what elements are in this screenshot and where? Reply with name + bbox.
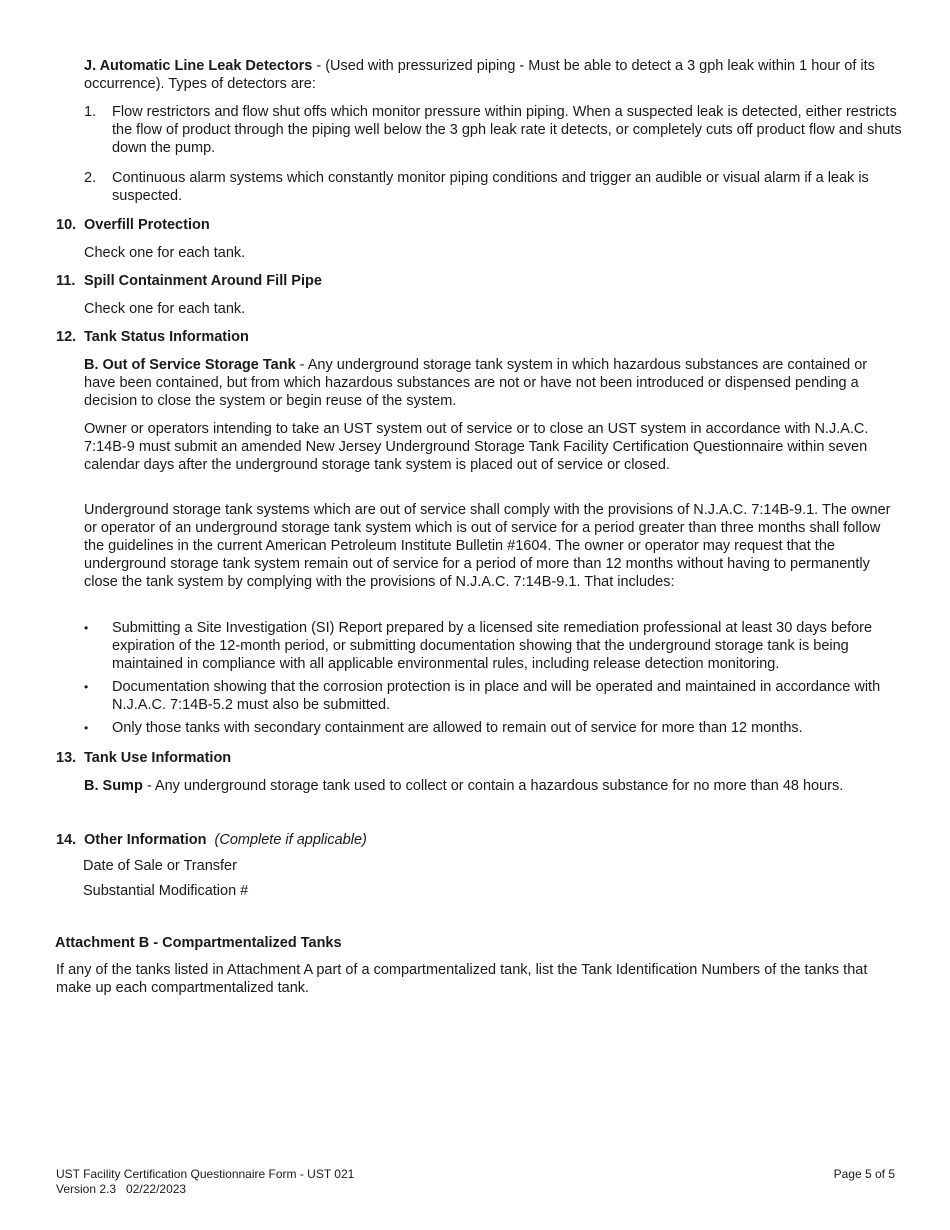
- section-j-intro: [84, 57, 899, 93]
- list-item-text: Flow restrictors and flow shut offs which monitor pressure within piping. When a suspected leak is detected, either restricts the flow of product through the piping well below the 3 gph leak rate it detects, or completely cuts off product flow and shuts down the pump.: [112, 104, 902, 156]
- attachment-b-title: Attachment B - Compartmentalized Tanks: [55, 935, 342, 951]
- section-10-text: Check one for each tank.: [84, 245, 246, 261]
- out-of-service-text: - Any underground storage tank system in which hazardous substances are contained or have been contained, but from which hazardous substances are not or have not been introduced or dispensed pending a decision to close the system or begin reuse of the system.: [84, 357, 868, 409]
- section-12-paragraph-1: Owner or operators intending to take an UST system out of service or to close an UST system in accordance with N.J.A.C. 7:14B-9 must submit an amended New Jersey Underground Storage Tank Facility Certification Questionnaire within seven calendar days after the underground storage tank system is placed out of service or closed.: [84, 421, 869, 473]
- bullet-text: Submitting a Site Investigation (SI) Report prepared by a licensed site remediation professional at least 30 days before expiration of the 12-month period, or submitting documentation showing that the underground storage tank is being maintained in compliance with all applicable environmental rules, including release detection monitoring.: [112, 620, 873, 672]
- section-number: 12.: [56, 329, 77, 345]
- attachment-b-text: If any of the tanks listed in Attachment A part of a compartmentalized tank, list the Tank Identification Numbers of the tanks that make up each compartmentalized tank.: [56, 962, 868, 996]
- list-number: 2.: [84, 170, 97, 186]
- section-number: 10.: [56, 217, 77, 233]
- list-item-text: Continuous alarm systems which constantly monitor piping conditions and trigger an audible or visual alarm if a leak is suspected.: [112, 170, 869, 204]
- bullet-text: Documentation showing that the corrosion protection is in place and will be operated and maintained in accordance with N.J.A.C. 7:14B-5.2 must also be submitted.: [112, 679, 881, 713]
- section-title: Tank Status Information: [84, 329, 249, 345]
- section-number: 14.: [56, 832, 77, 848]
- list-number: 1.: [84, 104, 97, 120]
- section-j-title: J. Automatic Line Leak Detectors: [84, 58, 313, 74]
- section-11-heading: [56, 272, 322, 290]
- section-title: Overfill Protection: [84, 217, 210, 233]
- bullet-icon: •: [84, 621, 89, 635]
- section-number: 13.: [56, 750, 77, 766]
- sump-text: - Any underground storage tank used to collect or contain a hazardous substance for no more than 48 hours.: [142, 778, 844, 794]
- bullet-text: Only those tanks with secondary containment are allowed to remain out of service for more than 12 months.: [112, 720, 803, 736]
- footer-form-name: UST Facility Certification Questionnaire Form - UST 021: [56, 1167, 355, 1181]
- out-of-service-definition: [84, 356, 899, 410]
- out-of-service-title: B. Out of Service Storage Tank: [84, 357, 296, 373]
- footer-version: Version 2.3 02/22/2023: [56, 1182, 187, 1196]
- footer-page-number: Page 5 of 5: [833, 1167, 895, 1181]
- sump-title: B. Sump: [84, 778, 143, 794]
- section-j-text: - (Used with pressurized piping - Must be able to detect a 3 gph leak within 1 hour of its occurrence). Types of detectors are:: [84, 58, 875, 92]
- bullet-icon: •: [84, 721, 89, 735]
- section-title: Tank Use Information: [84, 750, 232, 766]
- section-number: 11.: [56, 273, 76, 289]
- sump-definition: [84, 777, 899, 795]
- section-12-heading: [56, 328, 249, 346]
- section-10-heading: [56, 216, 210, 234]
- date-of-sale-label: Date of Sale or Transfer: [83, 858, 237, 874]
- section-12-paragraph-2: Underground storage tank systems which are out of service shall comply with the provisions of N.J.A.C. 7:14B-9.1. The owner or operator of an underground storage tank system which is out of service for a period greater than three months shall follow the guidelines in the current American Petroleum Institute Bulletin #1604. The owner or operator may request that the underground storage tank system remain out of service for a period of more than 12 months without having to permanently close the tank system by complying with the provisions of N.J.A.C. 7:14B-9.1. That includes:: [84, 502, 891, 590]
- section-11-text: Check one for each tank.: [84, 301, 246, 317]
- section-title: Other Information: [84, 832, 207, 848]
- section-14-heading: [56, 831, 367, 849]
- bullet-icon: •: [84, 680, 89, 694]
- substantial-modification-label: Substantial Modification #: [83, 883, 249, 899]
- section-13-heading: [56, 749, 231, 767]
- section-14-note: (Complete if applicable): [214, 832, 367, 848]
- section-title: Spill Containment Around Fill Pipe: [84, 273, 322, 289]
